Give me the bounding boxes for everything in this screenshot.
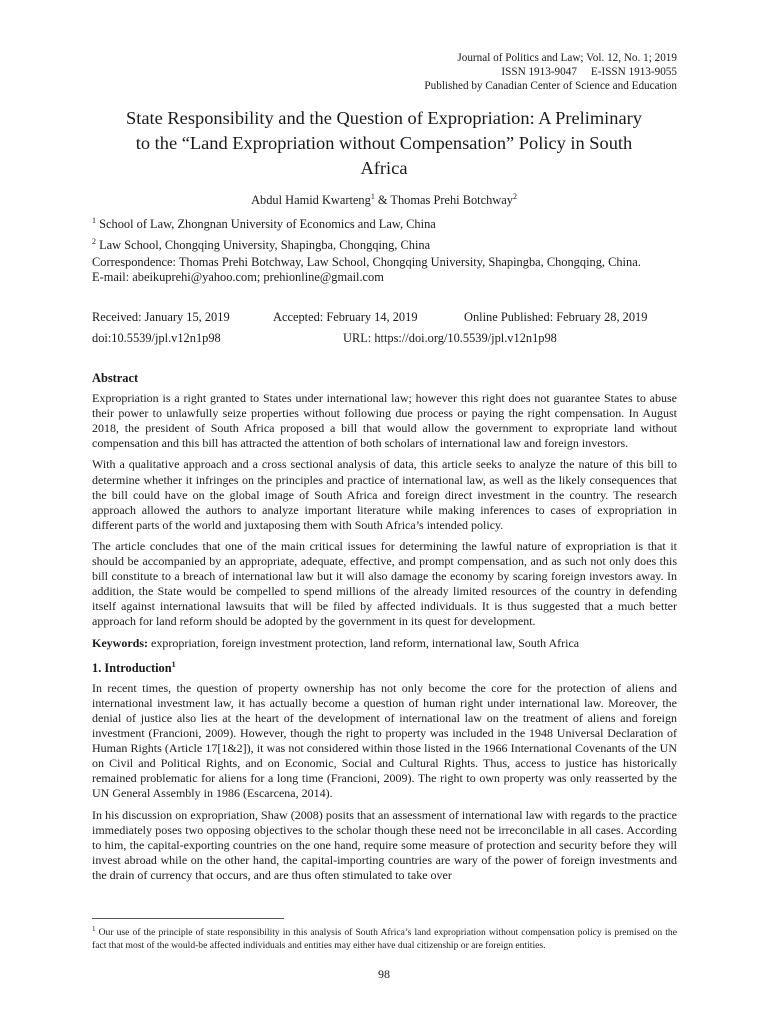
journal-citation: Journal of Politics and Law; Vol. 12, No. 1; 2019: [457, 52, 677, 64]
author-superscript: 1: [370, 192, 375, 201]
author-name: Abdul Hamid Kwarteng: [251, 193, 371, 208]
introduction-heading: [92, 657, 677, 676]
affiliation: [92, 234, 430, 253]
author-superscript: 2: [512, 192, 517, 201]
introduction-paragraph: In recent times, the question of property ownership has not only become the core for the protection of aliens and international investment law, it has actually become a question of human right under international law. Moreover, the denial of justice also lies at the heart of the development of international law on the treatment of aliens and foreign investment (Francioni, 2009). However, though the right to property was included in the 1948 Universal Declaration of Human Rights (Article 17[1&2]), it was not considered within those listed in the 1966 International Covenants of the UN on Civil and Political Rights, and on Economic, Social and Cultural Rights. Thus, access to justice has historically remained problematic for aliens for a long time (Francioni, 2009). The right to own property was only reasserted by the UN General Assembly in 1986 (Escarcena, 2014).: [92, 680, 677, 801]
keywords-label: Keywords:: [92, 635, 148, 650]
author-name: Thomas Prehi Botchway: [390, 193, 513, 208]
affiliation-text: Law School, Chongqing University, Shapingba, Chongqing, China: [99, 238, 431, 253]
received-date: Received: January 15, 2019: [92, 310, 230, 324]
published-date: Online Published: February 28, 2019: [464, 310, 648, 324]
author-connector: &: [374, 193, 391, 208]
abstract-paragraph: The article concludes that one of the main critical issues for determining the lawful nature of expropriation is that it should be accompanied by an appropriate, adequate, effective, and prompt compensation, and as such not only does this bill constitute to a breach of international law but it will also damage the economy by scaring foreign investors away. In addition, the State would be compelled to spend millions of the already limited resources of the country in defending itself against international lawsuits that will be filed by affected individuals. It is thus suggested that a much better approach for land reform should be adopted by the government in its quest for development.: [92, 538, 677, 629]
keywords-text: expropriation, foreign investment protection, land reform, international law, South Africa: [148, 635, 580, 650]
title-line: to the “Land Expropriation without Compensation” Policy in South: [135, 133, 633, 153]
doi: doi:10.5539/jpl.v12n1p98: [92, 331, 221, 345]
affiliation-text: School of Law, Zhongnan University of Economics and Law, China: [99, 217, 436, 232]
abstract-paragraph: With a qualitative approach and a cross sectional analysis of data, this article seeks to analyze the nature of this bill to determine whether it infringes on the principles and practice of international law, as well as the likely consequences that the bill could have on the global image of South Africa and foreign direct investment in the country. The research approach allowed the authors to analyze important literature while making inferences to cases of expropriation in different parts of the world and juxtaposing them with South Africa’s intended policy.: [92, 457, 677, 532]
introduction-heading-text: 1. Introduction: [92, 660, 172, 675]
journal-issn: ISSN 1913-9047 E-ISSN 1913-9055: [501, 66, 677, 78]
introduction-footnote-marker: 1: [171, 659, 176, 669]
keywords: [92, 636, 677, 651]
footnote-divider: [92, 918, 284, 919]
title-line: Africa: [360, 158, 408, 178]
footnote-text: Our use of the principle of state responsibility in this analysis of South Africa’s land expropriation without compensation policy is premised on the fact that most of the would-be affected individuals and entities may either have dual citizenship or are foreign entities.: [92, 927, 677, 951]
affiliation: [92, 213, 436, 232]
journal-publisher: Published by Canadian Center of Science and Education: [424, 80, 677, 92]
affiliation-number: 2: [92, 237, 96, 246]
footnote: [92, 923, 677, 952]
correspondence-address: Correspondence: Thomas Prehi Botchway, Law School, Chongqing University, Shapingba, Chongqing, China.: [92, 255, 641, 269]
abstract-paragraph: Expropriation is a right granted to States under international law; however this right does not guarantee States to abuse their power to unlawfully seize properties without following due process or paying the right compensation. In August 2018, the president of South Africa proposed a bill that would allow the government to expropriate land without compensation and this bill has attracted the attention of both scholars of international law and foreign investors.: [92, 391, 677, 451]
introduction-paragraph: In his discussion on expropriation, Shaw (2008) posits that an assessment of international law with regards to the practice immediately poses two opposing objectives to the scholar though these need not be irreconcilable in all cases. According to him, the capital-exporting countries on the one hand, require some measure of protection and security before they will invest abroad while on the other hand, the capital-importing countries are wary of the power of foreign investments and the drain of currency that occurs, and are thus often stimulated to take over: [92, 807, 677, 882]
doi-url-link[interactable]: URL: https://doi.org/10.5539/jpl.v12n1p98: [343, 331, 557, 345]
footnote-number: 1: [92, 925, 96, 933]
author-list: [0, 192, 768, 208]
page-number: 98: [378, 967, 390, 981]
article-title: [80, 106, 688, 181]
title-line: State Responsibility and the Question of Expropriation: A Preliminary: [126, 108, 642, 128]
correspondence: [92, 255, 677, 285]
affiliation-number: 1: [92, 216, 96, 225]
article-body: [92, 371, 677, 889]
accepted-date: Accepted: February 14, 2019: [273, 310, 418, 324]
journal-header: [424, 51, 677, 93]
correspondence-email: E-mail: abeikuprehi@yahoo.com; prehionline@gmail.com: [92, 270, 384, 284]
abstract-heading: Abstract: [92, 371, 139, 385]
